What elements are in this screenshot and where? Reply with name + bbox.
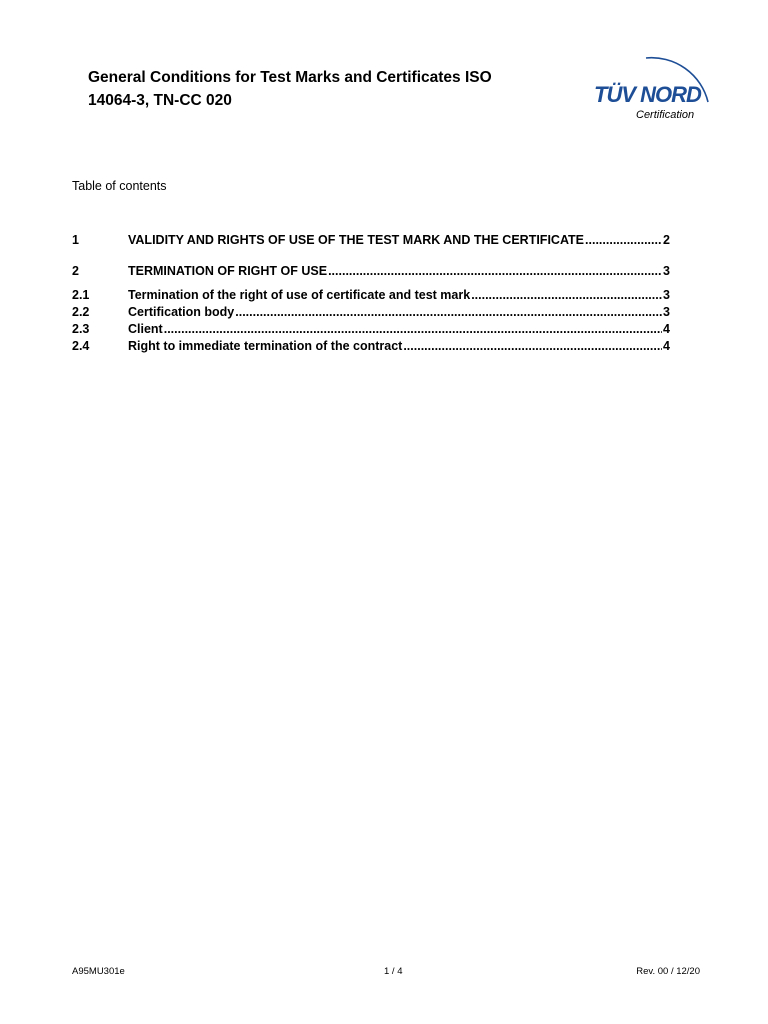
toc-dot-leader [235,304,662,321]
toc-entry-2-3[interactable] [72,321,670,338]
toc-entry-page: 3 [663,264,670,278]
toc-dot-leader [403,338,662,355]
footer-revision: Rev. 00 / 12/20 [636,966,700,977]
toc-entry-title: Termination of the right of use of certificate and test mark [128,288,471,302]
toc-entry-number: 1 [72,233,79,247]
tuv-nord-logo [590,52,720,124]
toc-entry-1[interactable] [72,232,670,249]
toc-entry-title: Right to immediate termination of the contract [128,339,403,353]
toc-entry-title: Client [128,322,163,336]
page-title-line-2: 14064-3, TN-CC 020 [88,92,232,109]
footer-page-number: 1 / 4 [384,966,403,977]
page-title [88,66,528,112]
toc-entry-2[interactable] [72,263,670,280]
toc-entry-number: 2.4 [72,339,90,353]
toc-dot-leader [164,321,662,338]
toc-entry-number: 2.2 [72,305,90,319]
toc-entry-number: 2.3 [72,322,90,336]
toc-entry-page: 4 [663,322,670,336]
toc-entry-page: 2 [663,233,670,247]
toc-dot-leader [471,287,662,304]
page-title-line-1: General Conditions for Test Marks and Certificates ISO [88,69,492,86]
toc-entry-page: 4 [663,339,670,353]
toc-entry-title: Certification body [128,305,235,319]
toc-dot-leader [328,263,662,280]
toc-entry-2-2[interactable] [72,304,670,321]
toc-entry-number: 2.1 [72,288,90,302]
toc-entry-title: TERMINATION OF RIGHT OF USE [128,264,328,278]
toc-entry-page: 3 [663,305,670,319]
footer-doc-id: A95MU301e [72,966,125,977]
logo-brand-text: TÜV NORD [594,82,701,107]
toc-entry-number: 2 [72,264,79,278]
toc-heading: Table of contents [72,179,167,193]
toc-entry-2-1[interactable] [72,287,670,304]
toc-entry-2-4[interactable] [72,338,670,355]
logo-sub-text: Certification [636,109,695,121]
toc-dot-leader [585,232,662,249]
table-of-contents [72,232,670,355]
toc-entry-page: 3 [663,288,670,302]
toc-entry-title: VALIDITY AND RIGHTS OF USE OF THE TEST MARK AND THE CERTIFICATE [128,233,585,247]
